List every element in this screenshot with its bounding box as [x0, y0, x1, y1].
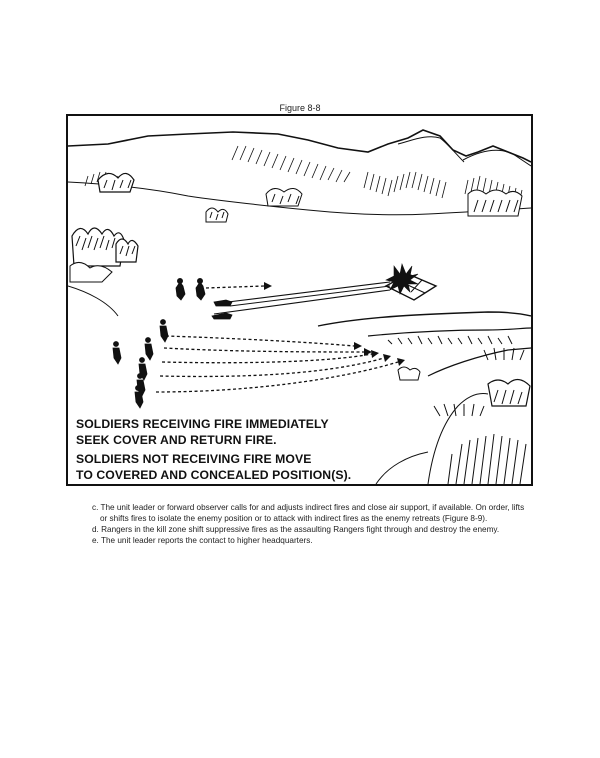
callout-2-line-1: SOLDIERS NOT RECEIVING FIRE MOVE — [76, 452, 312, 466]
figure-caption: Figure 8-8 — [279, 103, 321, 113]
mountain-peak-far-right — [463, 150, 531, 166]
foreground-brush — [376, 348, 530, 484]
callout-receiving-fire — [76, 416, 329, 448]
mountain-peak-right — [398, 137, 464, 162]
callout-1-line-1: SOLDIERS RECEIVING FIRE IMMEDIATELY — [76, 417, 329, 431]
dashed-arrow-top — [206, 286, 264, 288]
paragraph-d: d. Rangers in the kill zone shift suppressive fires as the assaulting Rangers fight through and destroy the enemy. — [92, 525, 500, 534]
arrow-head-top — [264, 282, 272, 290]
figure-illustration — [66, 114, 533, 486]
callout-2-line-2: TO COVERED AND CONCEALED POSITION(S). — [76, 468, 352, 482]
callout-not-receiving-fire — [76, 451, 351, 483]
cover-berm — [318, 312, 531, 376]
enemy-position — [386, 264, 436, 300]
callout-1-line-2: SEEK COVER AND RETURN FIRE. — [76, 433, 277, 447]
paragraph-c-line-1: c. The unit leader or forward observer calls for and adjusts indirect fires and close air support, if available. On order, lifts — [92, 503, 525, 512]
left-field-edge — [68, 286, 118, 316]
mountain-ridgeline — [68, 130, 531, 162]
center-bushes — [206, 188, 522, 222]
movement-arrows — [156, 336, 398, 392]
body-text — [92, 502, 562, 546]
paragraph-e: e. The unit leader reports the contact to higher headquarters. — [92, 536, 313, 545]
soldiers-moving — [113, 320, 168, 409]
paragraph-c-line-2: or shifts fires to isolate the enemy position or to attack with indirect fires as the enemy retreats (Figure 8-9). — [100, 514, 488, 523]
left-bushes — [70, 173, 138, 282]
